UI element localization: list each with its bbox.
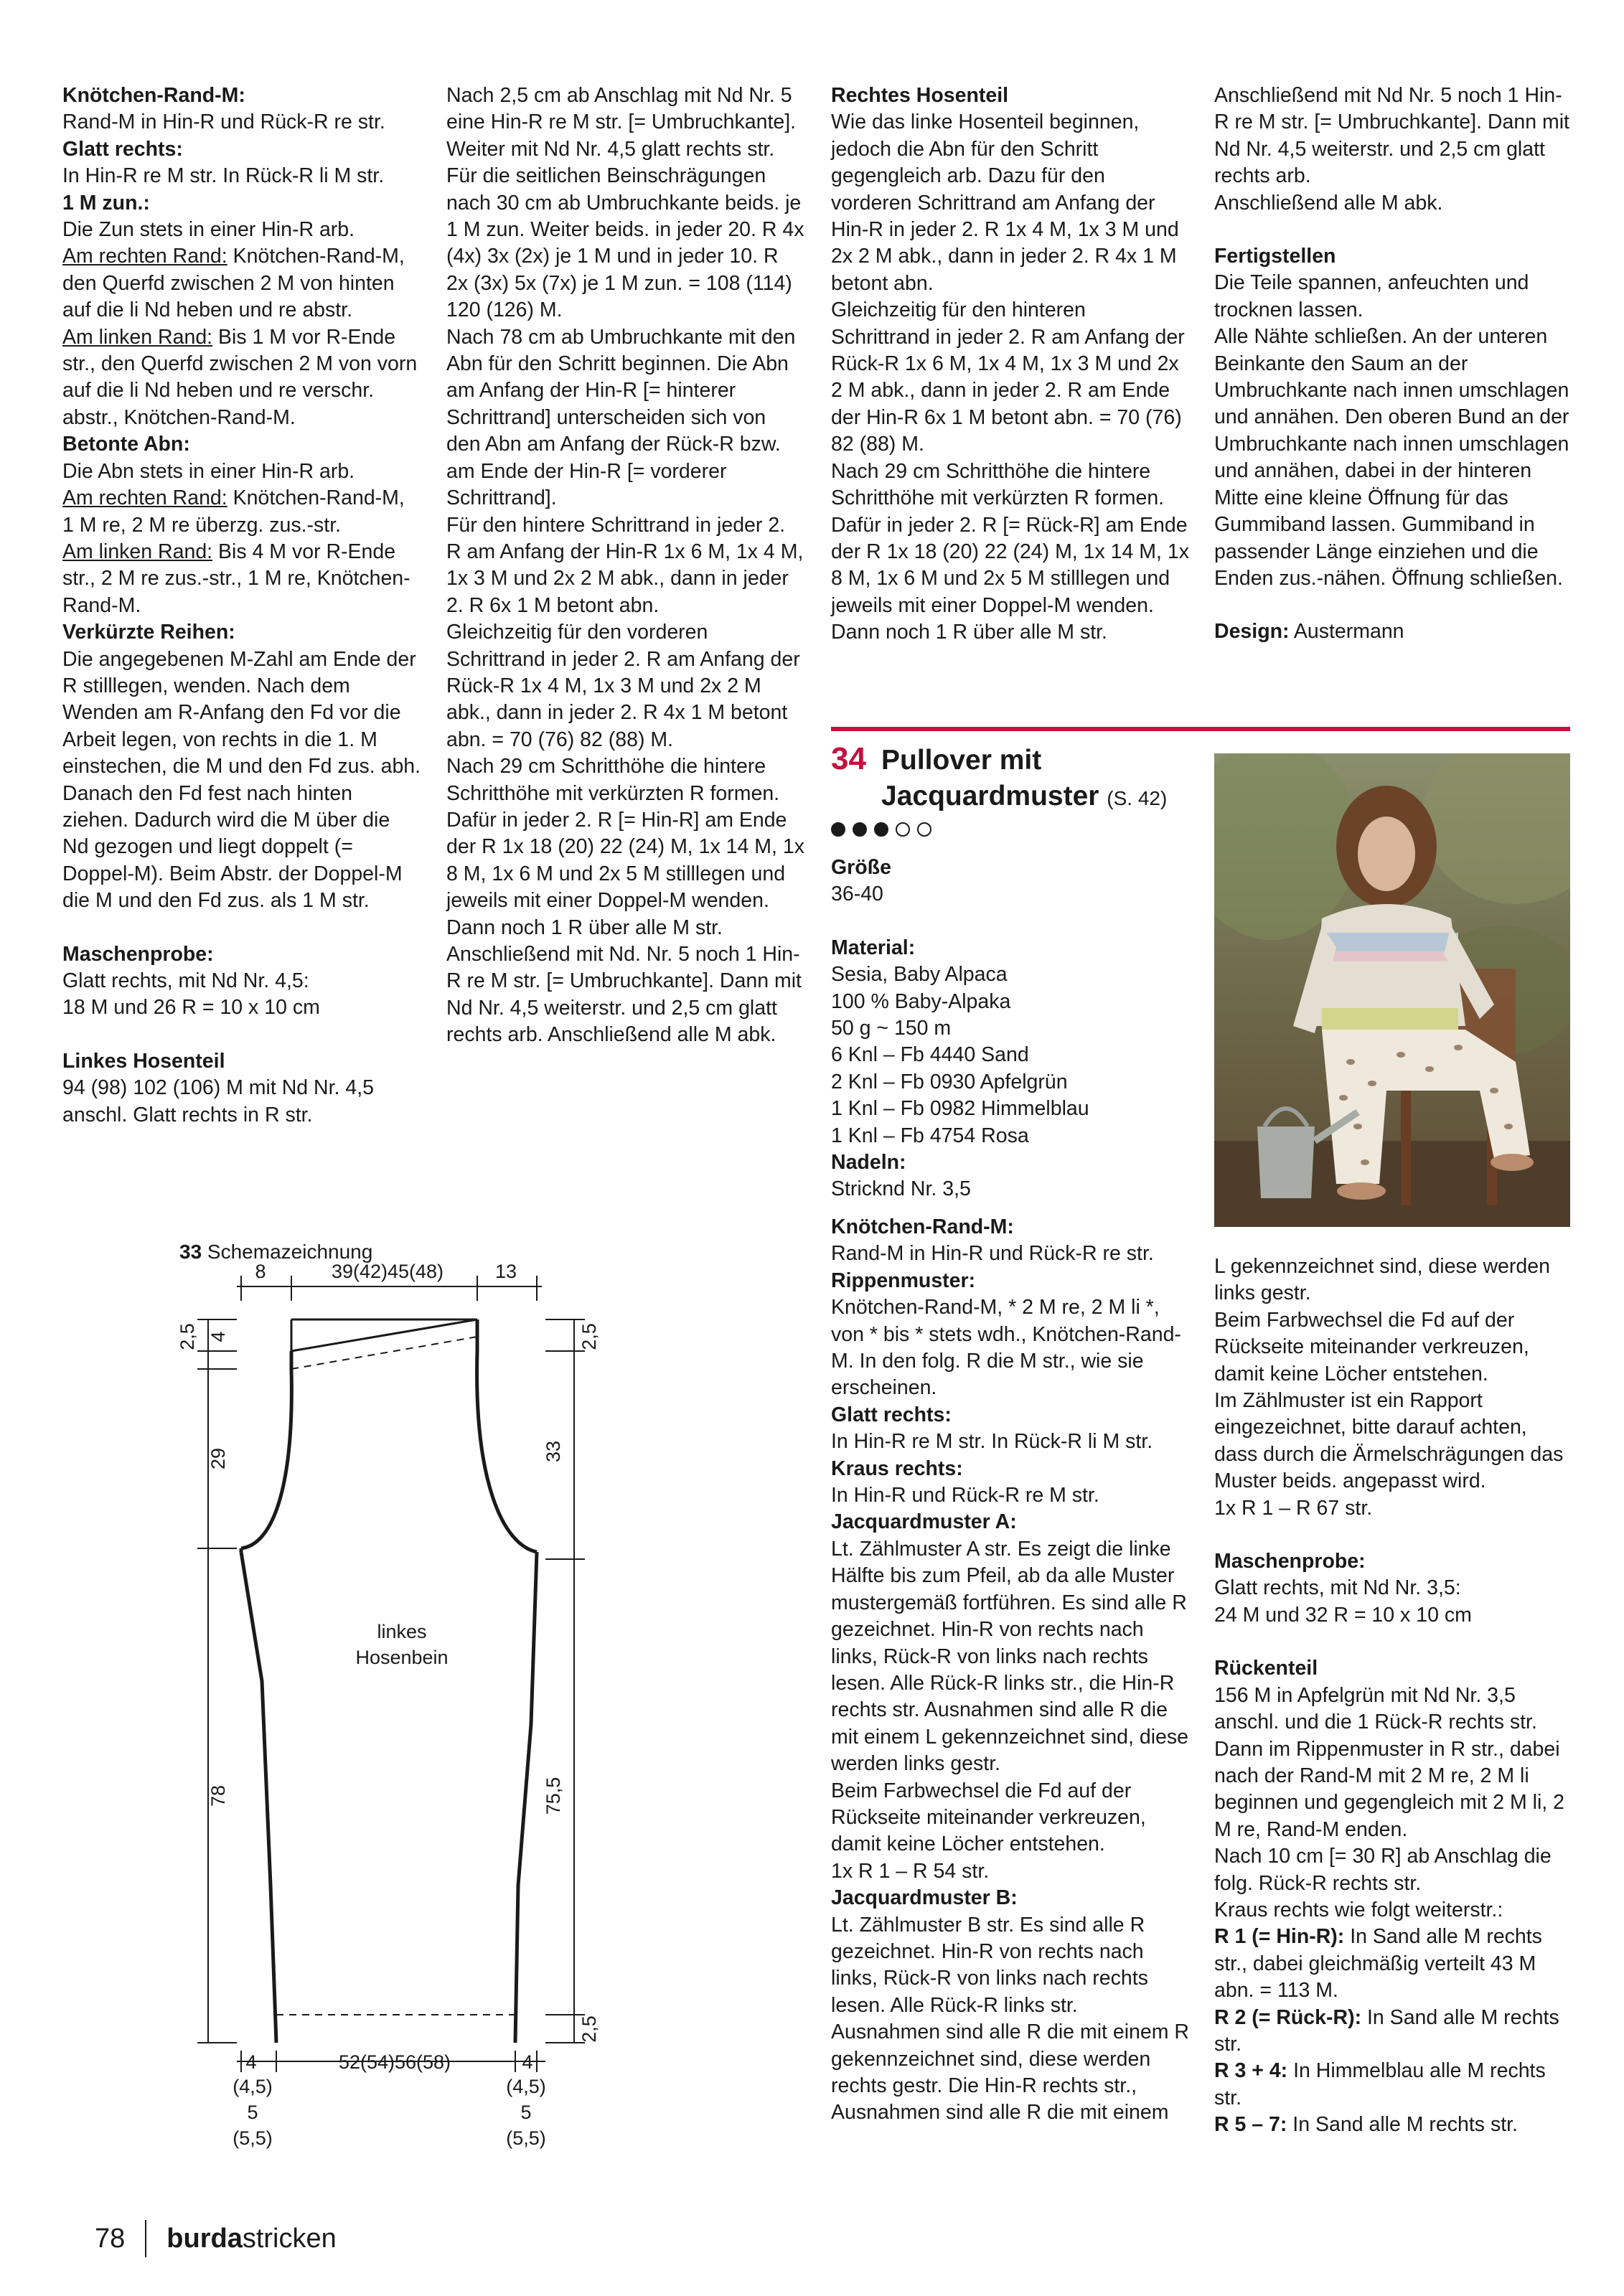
text-column-4: Anschließend mit Nd Nr. 5 noch 1 Hin-R re M str. [= Umbruchkante]. Dann mit Nd Nr. 4,5 weiterstr. und 2,5 cm glatt rechts arb. Anschließend alle M abk. [1214, 84, 1569, 215]
text-row-5-7: In Sand alle M rechts str. [1287, 2113, 1518, 2137]
heading-jacquard-a: Jacquardmuster A: [831, 1510, 1017, 1534]
text-rechtes-hosenteil: Wie das linke Hosenteil beginnen, jedoch die Abn für den Schritt gegengleich arb. Dazu für den vorderen Schrittrand am Anfang der Hin-R in jeder 2. R 1x 4 M, 1x 3 M und 2x 2 M abk., dann in jeder 2. R 4x 1 M betont abn. Gleichzeitig für den hinteren Schrittrand in jeder 2. R am Anfang der Rück-R 1x 6 M, 1x 4 M, 1x 3 M und 2x 2 M abk., dann in jeder 2. R am Ende der Hin-R 6x 1 M betont abn. = 70 (76) 82 (88) M. Nach 29 cm Schritthöhe die hintere Schritthöhe mit verkürzten R formen. Dafür in jeder 2. R [= Rück-R] am Ende der R 1x 18 (20) 22 (24) M, 1x 14 M, 1x 8 M, 1x 6 M und 2x 5 M stilllegen und jeweils mit einer Doppel-M wenden. Dann noch 1 R über alle M str. [831, 110, 1189, 644]
section-title [881, 743, 1190, 817]
dim-bottom-left-4-5: (4,5) [233, 2076, 273, 2097]
text-betonte-2 [62, 485, 421, 539]
heading-verkuerzte-reihen: Verkürzte Reihen: [62, 621, 235, 644]
column-1 [62, 83, 421, 1129]
dim-top-left: 8 [255, 1261, 266, 1282]
page-number: 78 [95, 2223, 126, 2254]
schema-number: 33 [179, 1241, 202, 1263]
schema-svg [172, 1236, 689, 2155]
heading-zunahme: 1 M zun.: [62, 191, 150, 215]
text-fertigstellen: Die Teile spannen, anfeuchten und trocknen lassen. Alle Nähte schließen. An der unteren Beinkante den Saum an der Umbruchkante nach innen umschlagen und annähen. Den oberen Bund an der Umbruchkante nach innen umschlagen und annähen, dabei in der hinteren Mitte eine kleine Öffnung für das Gummiband lassen. Gummiband in passender Länge einziehen und die Enden zus.-nähen. Öffnung schließen. [1214, 271, 1569, 590]
label-am-linken-rand: Am linken Rand: [62, 325, 213, 349]
schema-drawing [172, 1236, 689, 2155]
column-3 [831, 83, 1190, 646]
section-34-header [831, 727, 1570, 1201]
text-rueckenteil: 156 M in Apfelgrün mit Nd Nr. 3,5 anschl. und die 1 Rück-R rechts str. Dann im Rippenmuster in R str., dabei nach der Rand-M mit 2 M re, 2 M li beginnen und gegengleich mit 2 M li, 2 M re, Rand-M enden. Nach 10 cm [= 30 R] ab Anschlag die folg. Rück-R rechts str. Kraus rechts wie folgt weiterstr.: [1214, 1683, 1564, 1921]
heading-knoetchen: Knötchen-Rand-M: [62, 84, 245, 107]
dim-left-78: 78 [207, 1784, 229, 1807]
text-zunahme-3 [62, 324, 421, 432]
dim-top-middle: 39(42)45(48) [331, 1261, 444, 1282]
brand-logo [166, 2224, 336, 2254]
dim-bottom-left-5: 5 [247, 2102, 258, 2123]
text-groesse: 36-40 [831, 883, 883, 906]
schema-label-line-2: Hosenbein [355, 1647, 449, 1668]
text-jacquard-a: Lt. Zählmuster A str. Es zeigt die linke Hälfte bis zum Pfeil, ab da alle Muster mustergemäß fortführen. Es sind alle R gezeichnet. Hin-R von rechts nach links, Rück-R von links nach rechts lesen. Alle Rück-R links str., die Hin-R rechts str. Ausnahmen sind alle R die mit einem L gekennzeichnet sind, diese werden links gestr. Beim Farbwechsel die Fd auf der Rückseite miteinander verkreuzen, damit keine Löcher entstehen. 1x R 1 – R 54 str. [831, 1537, 1188, 1883]
brand-rest: stricken [242, 2223, 337, 2254]
text-zunahme-links: Bis 1 M vor R-Ende str., den Querfd zwischen 2 M von vorn auf die li Nd heben und re verschr. abstr., Knötchen-Rand-M. [62, 325, 418, 429]
text-material: Sesia, Baby Alpaca 100 % Baby-Alpaka 50 g ~ 150 m 6 Knl – Fb 4440 Sand 2 Knl – Fb 0930 Apfelgrün 1 Knl – Fb 0982 Himmelblau 1 Knl – Fb 4754 Rosa [831, 963, 1089, 1147]
section-34-details [831, 855, 1190, 1203]
schema-title-text: Schemazeichnung [202, 1241, 373, 1263]
dim-bottom-right-4: 4 [522, 2051, 533, 2073]
heading-maschenprobe: Maschenprobe: [62, 942, 214, 966]
text-zunahme-1: Die Zun stets in einer Hin-R arb. [62, 218, 355, 242]
row-3-4 [1214, 2058, 1573, 2112]
text-jacquard-b: Lt. Zählmuster B str. Es sind alle R gezeichnet. Hin-R von rechts nach links, Rück-R von links nach rechts lesen. Alle Rück-R links str. Ausnahmen sind alle R die mit einem R gekennzeichnet sind, diese werden rechts gestr. Die Hin-R rechts str., Ausnahmen sind alle R die mit einem [831, 1913, 1189, 2125]
page-footer [95, 2217, 337, 2260]
heading-jacquard-b: Jacquardmuster B: [831, 1886, 1018, 1910]
text-betonte-1: Die Abn stets in einer Hin-R arb. [62, 459, 355, 483]
heading-maschenprobe-34: Maschenprobe: [1214, 1550, 1366, 1573]
heading-glatt-rechts-34: Glatt rechts: [831, 1403, 952, 1426]
text-betonte-rechts: Knötchen-Rand-M, 1 M re, 2 M re überzg. zus.-str. [62, 486, 405, 537]
difficulty-dot [917, 822, 931, 837]
difficulty-dot [831, 822, 845, 837]
text-betonte-3 [62, 539, 421, 619]
dim-right-2-5-top: 2,5 [578, 1323, 600, 1350]
footer-divider [145, 2220, 146, 2257]
label-am-linken-rand-2: Am linken Rand: [62, 540, 213, 563]
schema-label-line-1: linkes [377, 1621, 427, 1642]
dim-right-75-5: 75,5 [543, 1777, 564, 1815]
text-glatt-rechts-34: In Hin-R re M str. In Rück-R li M str. [831, 1430, 1153, 1454]
dim-bottom-right-4-5: (4,5) [506, 2076, 546, 2097]
dim-left-4: 4 [207, 1331, 229, 1342]
text-nadeln: Stricknd Nr. 3,5 [831, 1177, 971, 1201]
label-row-3-4: R 3 + 4: [1214, 2059, 1288, 2083]
section-number: 34 [831, 741, 866, 776]
dim-bottom-left-4: 4 [245, 2051, 257, 2073]
heading-betonte-abn: Betonte Abn: [62, 433, 190, 456]
text-rippenmuster: Knötchen-Rand-M, * 2 M re, 2 M li *, von * bis * stets wdh., Knötchen-Rand-M. In den folg. R die M str., wie sie erscheinen. [831, 1296, 1181, 1400]
column-4-bottom [1214, 1253, 1573, 2139]
dim-left-29: 29 [207, 1447, 229, 1470]
difficulty-dot [853, 822, 867, 837]
heading-nadeln: Nadeln: [831, 1151, 906, 1175]
text-zunahme-2 [62, 243, 421, 324]
column-3-bottom [831, 1214, 1190, 2127]
text-maschenprobe: Glatt rechts, mit Nd Nr. 4,5: 18 M und 26 R = 10 x 10 cm [62, 969, 320, 1020]
label-row-1: R 1 (= Hin-R): [1214, 1925, 1345, 1949]
heading-rueckenteil: Rückenteil [1214, 1657, 1318, 1680]
dim-bottom-middle: 52(54)56(58) [338, 2051, 451, 2073]
label-design: Design: [1214, 620, 1290, 644]
text-row-2: In Sand alle M rechts str. [1214, 2005, 1559, 2056]
heading-kraus-rechts: Kraus rechts: [831, 1457, 963, 1480]
dim-bottom-left-5-5: (5,5) [233, 2127, 273, 2149]
dim-right-33: 33 [543, 1440, 564, 1463]
model-photo [1214, 753, 1570, 1227]
difficulty-rating [831, 822, 931, 837]
text-column-4-bottom: L gekennzeichnet sind, diese werden links gestr. Beim Farbwechsel die Fd auf der Rückseite miteinander verkreuzen, damit keine Löcher entstehen. Im Zählmuster ist ein Rapport eingezeichnet, bitte darauf achten, dass durch die Ärmelschrägungen das Muster beids. angepasst wird. 1x R 1 – R 67 str. [1214, 1255, 1564, 1520]
text-row-1: In Sand alle M rechts str., dabei gleichmäßig verteilt 43 M abn. = 113 M. [1214, 1925, 1542, 2003]
text-knoetchen: Rand-M in Hin-R und Rück-R re str. [62, 110, 385, 134]
label-row-5-7: R 5 – 7: [1214, 2113, 1287, 2137]
model-photo-illustration [1214, 753, 1570, 1227]
heading-linkes-hosenteil: Linkes Hosenteil [62, 1049, 225, 1073]
heading-groesse: Größe [831, 856, 891, 879]
difficulty-dot [874, 822, 888, 837]
row-2 [1214, 2005, 1573, 2059]
heading-rippenmuster: Rippenmuster: [831, 1269, 976, 1292]
design-credit [1214, 618, 1573, 645]
label-row-2: R 2 (= Rück-R): [1214, 2005, 1362, 2029]
dim-bottom-right-5-5: (5,5) [506, 2127, 546, 2149]
text-maschenprobe-34: Glatt rechts, mit Nd Nr. 3,5: 24 M und 32 R = 10 x 10 cm [1214, 1576, 1472, 1627]
section-title-text: Pullover mit Jacquardmuster [881, 745, 1099, 811]
text-row-3-4: In Himmelblau alle M rechts str. [1214, 2059, 1546, 2109]
heading-fertigstellen: Fertigstellen [1214, 245, 1336, 268]
label-am-rechten-rand-2: Am rechten Rand: [62, 486, 227, 510]
heading-glatt-rechts: Glatt rechts: [62, 137, 183, 161]
text-verkuerzte-reihen: Die angegebenen M-Zahl am Ende der R stilllegen, wenden. Nach dem Wenden am R-Anfang den Fd vor die Arbeit legen, von rechts in die 1. M einstechen, die M und den Fd zus. abh. Danach den Fd fest nach hinten ziehen. Dadurch wird die M über die Nd gezogen und liegt doppelt (= Doppel-M). Beim Abstr. der Doppel-M die M und den Fd zus. als 1 M str. [62, 647, 421, 913]
dim-left-2-5: 2,5 [177, 1323, 198, 1350]
label-am-rechten-rand: Am rechten Rand: [62, 245, 227, 268]
text-knoetchen-34: Rand-M in Hin-R und Rück-R re str. [831, 1242, 1154, 1266]
text-column-2: Nach 2,5 cm ab Anschlag mit Nd Nr. 5 eine Hin-R re M str. [= Umbruchkante]. Weiter mit Nd Nr. 4,5 glatt rechts str. Für die seitlichen Beinschrägungen nach 30 cm ab Umbruchkante beids. je 1 M zun. Weiter beids. in jeder 20. R 4x (4x) 3x (2x) je 1 M und in jeder 10. R 2x (3x) 5x (7x) je 1 M zun. = 108 (114) 120 (126) M. Nach 78 cm ab Umbruchkante mit den Abn für den Schritt beginnen. Die Abn am Anfang der Hin-R [= hinterer Schrittrand] unterscheiden sich von den Abn am Anfang der Rück-R bzw. am Ende der Hin-R [= vorderer Schrittrand]. Für den hintere Schrittrand in jeder 2. R am Anfang der Hin-R 1x 6 M, 1x 4 M, 1x 3 M und 2x 2 M abk., dann in jeder 2. R 6x 1 M betont abn. Gleichzeitig für den vorderen Schrittrand in jeder 2. R am Anfang der Rück-R 1x 4 M, 1x 3 M und 2x 2 M abk., dann in jeder 2. R 4x 1 M betont abn. = 70 (76) 82 (88) M. Nach 29 cm Schritthöhe die hintere Schritthöhe mit verkürzten R formen. Dafür in jeder 2. R [= Hin-R] am Ende der R 1x 18 (20) 22 (24) M, 1x 14 M, 1x 8 M, 1x 6 M und 2x 5 M stilllegen und jeweils mit einer Doppel-M wenden. Dann noch 1 R über alle M str. Anschließend mit Nd. Nr. 5 noch 1 Hin-R re M str. [= Umbruchkante]. Dann mit Nd Nr. 4,5 weiterstr. und 2,5 cm glatt rechts arb. Anschließend alle M abk. [446, 84, 804, 1047]
dim-right-2-5-bottom: 2,5 [578, 2015, 600, 2043]
page-reference: (S. 42) [1107, 787, 1168, 809]
text-zunahme-rechts: Knötchen-Rand-M, den Querfd zwischen 2 M von hinten auf die li Nd heben und re abstr. [62, 245, 405, 322]
row-5-7 [1214, 2112, 1573, 2138]
difficulty-dot [896, 822, 910, 837]
brand-bold: burda [166, 2223, 243, 2254]
heading-knoetchen-34: Knötchen-Rand-M: [831, 1215, 1014, 1238]
heading-material: Material: [831, 936, 916, 959]
heading-rechtes-hosenteil: Rechtes Hosenteil [831, 84, 1009, 107]
section-rule [831, 727, 1570, 731]
text-design: Austermann [1289, 620, 1404, 644]
dim-bottom-right-5: 5 [520, 2102, 532, 2123]
row-1 [1214, 1924, 1573, 2004]
column-2 [446, 83, 805, 1049]
text-linkes-hosenteil: 94 (98) 102 (106) M mit Nd Nr. 4,5 anschl. Glatt rechts in R str. [62, 1076, 375, 1126]
text-glatt-rechts: In Hin-R re M str. In Rück-R li M str. [62, 164, 385, 188]
text-kraus-rechts: In Hin-R und Rück-R re M str. [831, 1484, 1099, 1507]
column-4 [1214, 83, 1573, 646]
text-betonte-links: Bis 4 M vor R-Ende str., 2 M re zus.-str., 1 M re, Knötchen-Rand-M. [62, 540, 410, 617]
dim-top-right: 13 [494, 1261, 517, 1282]
